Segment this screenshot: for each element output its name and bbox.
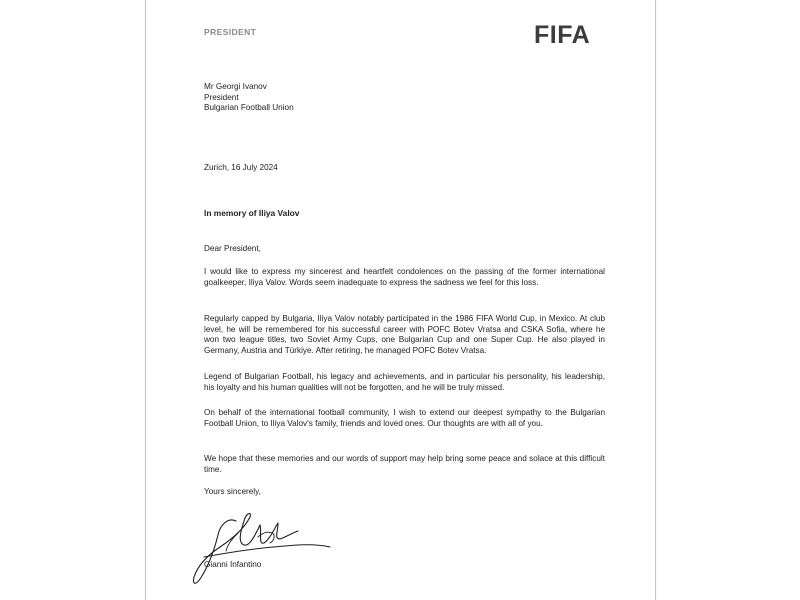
recipient-organization: Bulgarian Football Union — [204, 103, 294, 112]
letterhead-title: PRESIDENT — [204, 27, 257, 37]
recipient-title: President — [204, 92, 239, 102]
letter-date: Zurich, 16 July 2024 — [204, 163, 278, 172]
salutation: Dear President, — [204, 244, 261, 253]
signer-name: Gianni Infantino — [204, 560, 262, 569]
paragraph-condolences: I would like to express my sincerest and heartfelt condolences on the passing of the former international goalkeeper, Iliya Valov. Words seem inadequate to express the sadness we feel for this loss. — [204, 267, 605, 287]
recipient-address — [204, 82, 605, 114]
closing: Yours sincerely, — [204, 487, 261, 496]
letter-subject: In memory of Iliya Valov — [204, 208, 300, 218]
paragraph-support: We hope that these memories and our words of support may help bring some peace and solace at this difficult time. — [204, 454, 605, 474]
paragraph-career: Regularly capped by Bulgaria, Iliya Valov notably participated in the 1986 FIFA World Cup, in Mexico. At club level, he will be remembered for his successful career with POFC Botev Vratsa and CSKA Sofia, where he won two league titles, two Soviet Army Cups, one Bulgarian Cup and one Super Cup. He also played in Germany, Austria and Türkiye. After retiring, he managed POFC Botev Vratsa. — [204, 314, 605, 355]
background-left — [0, 0, 145, 600]
letter-page — [145, 0, 656, 600]
background-right — [656, 0, 800, 600]
paragraph-legacy: Legend of Bulgarian Football, his legacy and achievements, and in particular his personality, his leadership, his loyalty and his human qualities will not be forgotten, and he will be truly missed. — [204, 372, 605, 392]
recipient-name: Mr Georgi Ivanov — [204, 82, 267, 91]
fifa-logo: FIFA — [534, 21, 591, 49]
handwritten-signature — [174, 503, 334, 593]
paragraph-sympathy: On behalf of the international football community, I wish to extend our deepest sympathy to the Bulgarian Football Union, to Iliya Valov's family, friends and loved ones. Our thoughts are with all of you. — [204, 408, 605, 428]
